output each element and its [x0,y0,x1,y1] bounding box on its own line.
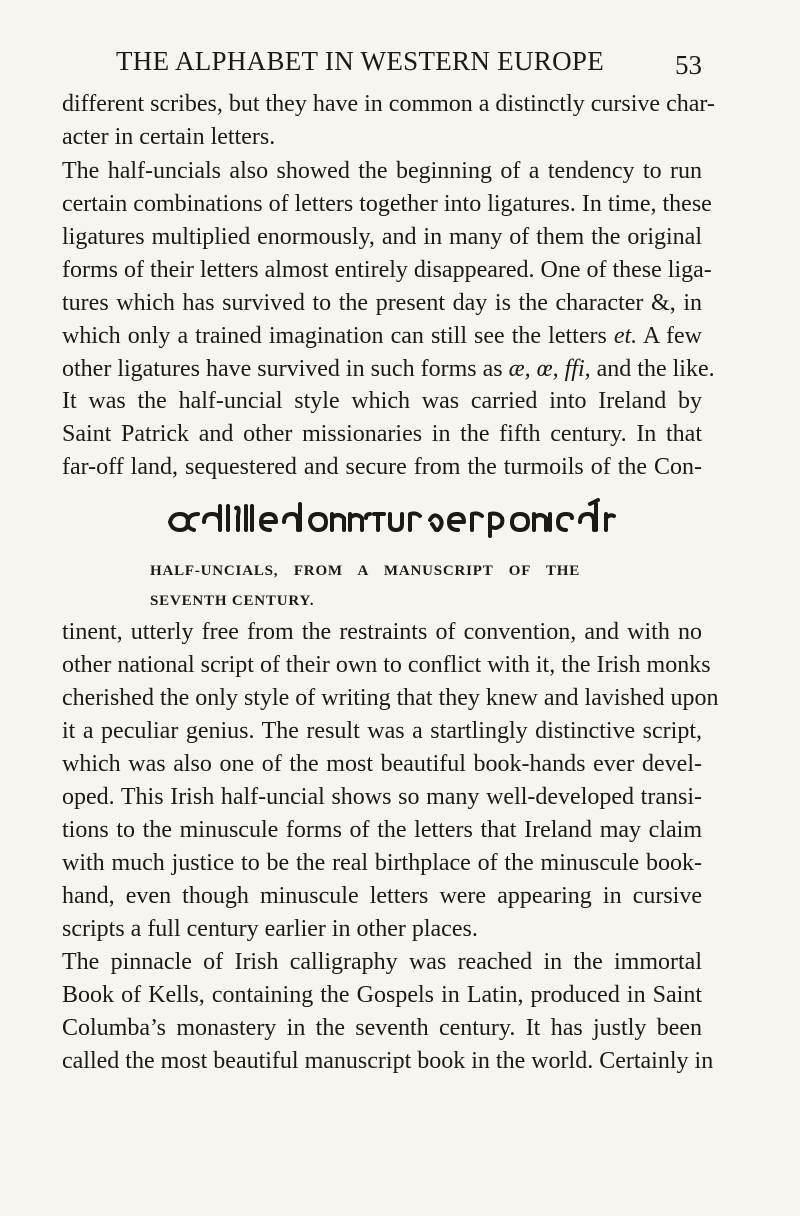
text-line: oped. This Irish half-uncial shows so many well-developed transi- [62,784,702,810]
text-line: scripts a full century earlier in other places. [62,916,478,942]
text-line: hand, even though minuscule letters were appearing in cursive [62,883,702,909]
text-line: which was also one of the most beautiful book-hands ever devel- [62,751,702,777]
text-line: ligatures multiplied enormously, and in many of them the original [62,224,702,250]
text-line: other national script of their own to conflict with it, the Irish monks [62,652,711,678]
text-line: It was the half-uncial style which was carried into Ireland by [62,388,702,414]
text-line: cherished the only style of writing that they knew and lavished upon [62,685,719,711]
text-line: tures which has survived to the present day is the character &, in [62,290,702,316]
text-line: with much justice to be the real birthplace of the minuscule book- [62,850,702,876]
paragraph-ligatures [62,155,715,386]
text-line: The half-uncials also showed the beginning of a tendency to run [62,158,702,184]
figure-half-uncials [136,496,636,616]
paragraph-book-of-kells [62,946,714,1078]
text-line: other ligatures have survived in such forms as æ, œ, ffi, and the like. [62,356,715,382]
text-line: forms of their letters almost entirely disappeared. One of these liga- [62,257,712,283]
half-uncial-script-image [160,496,616,538]
text-line: certain combinations of letters together into ligatures. In time, these [62,191,712,217]
text-line: which only a trained imagination can still see the letters et. A few [62,323,702,349]
text-line: tinent, utterly free from the restraints of convention, and with no [62,619,702,645]
text-line: tions to the minuscule forms of the letters that Ireland may claim [62,817,702,843]
paragraph-irish-script [62,616,719,946]
text-line: Book of Kells, containing the Gospels in Latin, produced in Saint [62,982,702,1008]
caption-line: SEVENTH CENTURY. [150,593,315,609]
text-line: different scribes, but they have in common a distinctly cursive char- [62,91,715,117]
paragraph-ireland [62,385,702,484]
caption-line: HALF-UNCIALS, FROM A MANUSCRIPT OF THE [150,563,580,579]
page-header [62,46,702,86]
text-line: Saint Patrick and other missionaries in the fifth century. In that [62,421,702,447]
running-title: THE ALPHABET IN WESTERN EUROPE [116,46,604,76]
figure-caption [150,556,580,616]
page-number: 53 [675,50,702,80]
text-line: it a peculiar genius. The result was a startlingly distinctive script, [62,718,702,744]
text-line: called the most beautiful manuscript book in the world. Certainly in [62,1048,714,1074]
text-line: Columba’s monastery in the seventh century. It has justly been [62,1015,702,1041]
text-line: The pinnacle of Irish calligraphy was reached in the immortal [62,949,702,975]
paragraph-continuation [62,88,715,154]
text-line: far-off land, sequestered and secure from the turmoils of the Con- [62,454,702,480]
text-line: acter in certain letters. [62,124,276,150]
